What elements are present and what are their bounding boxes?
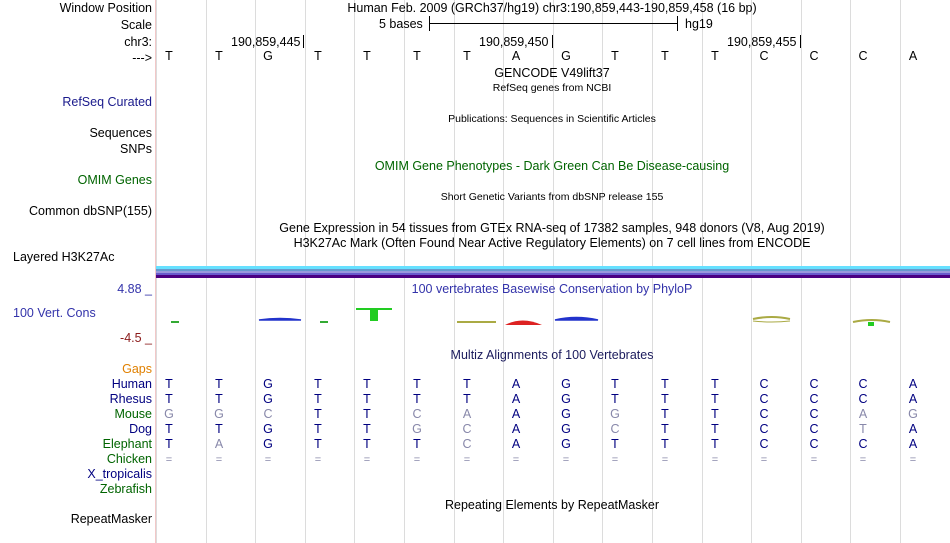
alignment-base: = [760, 454, 768, 466]
refseq-subtitle: RefSeq genes from NCBI [492, 82, 612, 94]
alignment-base: T [661, 407, 669, 421]
alignment-base: = [165, 454, 173, 466]
reference-base: A [511, 49, 521, 63]
alignment-base: A [462, 407, 472, 421]
track-labels [0, 0, 155, 543]
refseq-label[interactable]: RefSeq Curated [62, 95, 152, 109]
reference-base: T [711, 49, 719, 63]
gencode-title: GENCODE V49lift37 [494, 66, 610, 80]
alignment-base: C [263, 407, 273, 421]
reference-base: T [413, 49, 421, 63]
alignment-base: T [363, 422, 371, 436]
alignment-base: = [859, 454, 867, 466]
multiz-title: Multiz Alignments of 100 Vertebrates [450, 348, 654, 362]
h3k27ac-density-bar [156, 266, 950, 278]
species-label[interactable]: X_tropicalis [87, 467, 152, 481]
alignment-base: A [511, 377, 521, 391]
coord-3: 190,859,455 [727, 35, 797, 49]
alignment-base: G [561, 422, 571, 436]
alignment-base: = [661, 454, 669, 466]
alignment-base: C [809, 392, 819, 406]
reference-base: T [661, 49, 669, 63]
gtex-title: Gene Expression in 54 tissues from GTEx RNA-seq of 17382 samples, 948 donors (V8, Aug 2019) [279, 221, 825, 235]
chrom-label: chr3: [124, 35, 152, 49]
alignment-base: T [711, 392, 719, 406]
omim-title: OMIM Gene Phenotypes - Dark Green Can Be Disease-causing [374, 159, 730, 173]
alignment-base: T [314, 392, 322, 406]
reference-base: G [263, 49, 273, 63]
reference-base: T [215, 49, 223, 63]
reference-base: T [165, 49, 173, 63]
reference-base: G [561, 49, 571, 63]
alignment-base: = [611, 454, 619, 466]
phylop-max-label: 4.88 _ [117, 282, 152, 296]
scale-right-text: hg19 [685, 17, 713, 31]
reference-base: C [759, 49, 769, 63]
species-label[interactable]: Rhesus [109, 392, 152, 406]
alignment-base: T [215, 392, 223, 406]
repeat-title: Repeating Elements by RepeatMasker [444, 498, 660, 512]
dbsnp-label[interactable]: Common dbSNP(155) [29, 204, 152, 218]
alignment-base: G [263, 392, 273, 406]
alignment-base: C [809, 407, 819, 421]
alignment-base: T [711, 437, 719, 451]
alignment-base: = [314, 454, 322, 466]
snps-label[interactable]: SNPs [120, 142, 152, 156]
alignment-base: A [908, 422, 918, 436]
species-label[interactable]: Dog [129, 422, 152, 436]
reference-base: C [858, 49, 868, 63]
strand-label: ---> [132, 51, 152, 65]
scale-label: Scale [120, 18, 152, 32]
alignment-base: T [711, 407, 719, 421]
alignment-base: A [908, 437, 918, 451]
alignment-base: T [165, 392, 173, 406]
reference-base: T [314, 49, 322, 63]
alignment-base: G [164, 407, 174, 421]
alignment-base: C [858, 392, 868, 406]
alignment-base: G [561, 377, 571, 391]
alignment-base: C [809, 422, 819, 436]
alignment-base: A [511, 392, 521, 406]
alignment-base: T [463, 377, 471, 391]
alignment-base: G [561, 437, 571, 451]
alignment-base: C [809, 377, 819, 391]
alignment-base: = [810, 454, 818, 466]
alignment-base: T [314, 422, 322, 436]
alignment-base: C [759, 392, 769, 406]
alignment-base: T [363, 407, 371, 421]
alignment-base: C [462, 422, 472, 436]
reference-base: C [809, 49, 819, 63]
alignment-base: = [264, 454, 272, 466]
alignment-base: = [711, 454, 719, 466]
alignment-base: C [858, 437, 868, 451]
alignment-base: T [611, 377, 619, 391]
alignment-base: T [314, 407, 322, 421]
phylop-min-label: -4.5 _ [120, 331, 152, 345]
gaps-label[interactable]: Gaps [122, 362, 152, 376]
alignment-base: T [363, 377, 371, 391]
alignment-base: A [511, 407, 521, 421]
species-label[interactable]: Human [111, 377, 152, 391]
alignment-base: G [412, 422, 422, 436]
alignment-base: G [263, 377, 273, 391]
reference-base: A [908, 49, 918, 63]
alignment-base: = [463, 454, 471, 466]
alignment-base: T [413, 377, 421, 391]
alignment-base: C [809, 437, 819, 451]
alignment-base: A [858, 407, 868, 421]
alignment-base: = [562, 454, 570, 466]
window-position-text: Human Feb. 2009 (GRCh37/hg19) chr3:190,859,443-190,859,458 (16 bp) [347, 1, 757, 15]
alignment-base: A [511, 437, 521, 451]
alignment-base: C [759, 377, 769, 391]
alignment-base: C [759, 437, 769, 451]
alignment-base: T [661, 392, 669, 406]
alignment-base: T [661, 437, 669, 451]
species-label[interactable]: Chicken [106, 452, 152, 466]
alignment-base: T [611, 437, 619, 451]
dbsnp-title: Short Genetic Variants from dbSNP release 155 [440, 191, 664, 203]
h3k27-label[interactable]: Layered H3K27Ac [13, 250, 115, 264]
alignment-base: G [214, 407, 224, 421]
reference-base: T [611, 49, 619, 63]
scale-bar-end [677, 16, 678, 31]
species-label[interactable]: Elephant [102, 437, 152, 451]
species-label[interactable]: Zebrafish [99, 482, 152, 496]
alignment-base: T [165, 377, 173, 391]
reference-base: T [363, 49, 371, 63]
alignment-base: T [859, 422, 867, 436]
phylop-wiggle [156, 300, 950, 335]
alignment-base: = [909, 454, 917, 466]
alignment-base: = [363, 454, 371, 466]
alignment-base: G [908, 407, 918, 421]
alignment-base: = [512, 454, 520, 466]
omim-label[interactable]: OMIM Genes [77, 173, 152, 187]
alignment-base: T [413, 437, 421, 451]
alignment-base: T [165, 437, 173, 451]
alignment-base: = [215, 454, 223, 466]
alignment-base: T [413, 392, 421, 406]
alignment-base: G [610, 407, 620, 421]
sequences-label[interactable]: Sequences [89, 126, 152, 140]
alignment-base: T [661, 422, 669, 436]
browser-track-area[interactable] [156, 0, 950, 543]
repeatmasker-label[interactable]: RepeatMasker [70, 512, 152, 526]
publications-title: Publications: Sequences in Scientific Articles [448, 113, 656, 125]
alignment-base: T [711, 422, 719, 436]
scale-left-text: 5 bases [379, 17, 423, 31]
alignment-base: T [363, 392, 371, 406]
alignment-base: T [314, 437, 322, 451]
window-position-label: Window Position [59, 1, 152, 15]
phylop-label[interactable]: 100 Vert. Cons [13, 306, 96, 320]
alignment-base: T [711, 377, 719, 391]
alignment-base: A [908, 377, 918, 391]
reference-base: T [463, 49, 471, 63]
h3k27-title: H3K27Ac Mark (Often Found Near Active Regulatory Elements) on 7 cell lines from ENCODE [293, 236, 811, 250]
alignment-base: G [561, 407, 571, 421]
alignment-base: T [215, 422, 223, 436]
alignment-base: T [611, 392, 619, 406]
alignment-base: T [165, 422, 173, 436]
alignment-base: C [412, 407, 422, 421]
species-label[interactable]: Mouse [114, 407, 152, 421]
alignment-base: G [561, 392, 571, 406]
alignment-base: T [215, 377, 223, 391]
alignment-base: T [363, 437, 371, 451]
alignment-base: C [610, 422, 620, 436]
phylop-title: 100 vertebrates Basewise Conservation by PhyloP [411, 282, 693, 296]
alignment-base: = [413, 454, 421, 466]
alignment-base: A [511, 422, 521, 436]
alignment-base: T [314, 377, 322, 391]
alignment-base: C [462, 437, 472, 451]
alignment-base: A [908, 392, 918, 406]
alignment-base: C [858, 377, 868, 391]
coord-tick-2 [552, 35, 553, 48]
alignment-base: G [263, 422, 273, 436]
alignment-base: A [214, 437, 224, 451]
alignment-base: C [759, 422, 769, 436]
alignment-base: G [263, 437, 273, 451]
coord-tick-1 [303, 35, 304, 48]
alignment-base: T [661, 377, 669, 391]
coord-tick-3 [800, 35, 801, 48]
coord-1: 190,859,445 [231, 35, 301, 49]
scale-bar [429, 23, 677, 24]
alignment-base: C [759, 407, 769, 421]
coord-2: 190,859,450 [479, 35, 549, 49]
alignment-base: T [463, 392, 471, 406]
